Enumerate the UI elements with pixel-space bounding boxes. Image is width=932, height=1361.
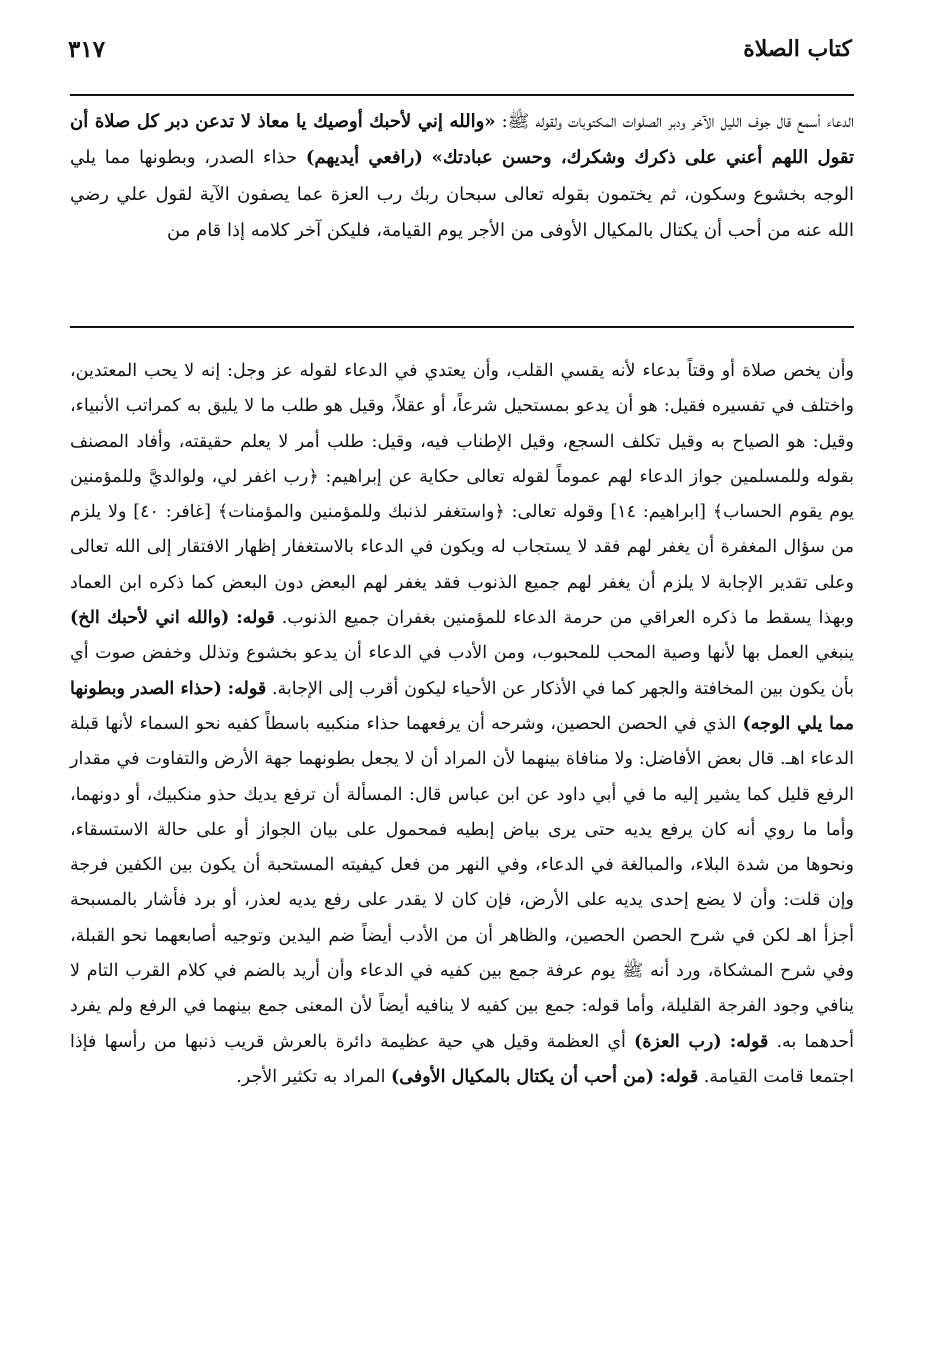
main-text-segment — [423, 147, 432, 168]
raising-hands-phrase: (رافعي أيديهم) — [305, 147, 423, 169]
commentary-keyword: قوله: — [236, 608, 275, 629]
text-commentary-separator — [70, 326, 854, 328]
main-text-segment: حذاء الصدر، وبطونها مما يلي الوجه بخشوع وسكون، ثم يختمون بقوله تعالى سبحان ربك رب العزة عما يصفون الآية لقول علي رضي الله عنه من أحب أن يكتال بالمكيال الأوفى من الأجر يوم القيامة، فليكن آخر كلامه إذا قام من — [70, 147, 854, 242]
commentary-segment: وأن يخص صلاة أو وقتاً بدعاء لأنه يقسي القلب، وأن يعتدي في الدعاء لقوله عز وجل: إنه لا يحب المعتدين، واختلف في تفسيره فقيل: هو أن يدعو بمستحيل شرعاً، أو عقلاً، وقيل هو طلب ما لا يليق به كمراتب الأنبياء، وقيل: هو الصياح به وقيل تكلف السجع، وقيل الإطناب فيه، وقيل: طلب أمر لا يعلم حقيقته، وأفاد المصنف بقوله وللمسلمين جواز الدعاء لهم عموماً لقوله تعالى حكاية عن إبراهيم: ﴿رب اغفر لي، ولوالديَّ وللمؤمنين يوم يقوم الحساب﴾ [ابراهيم: ١٤] وقوله تعالى: ﴿واستغفر لذنبك وللمؤمنين والمؤمنات﴾ [غافر: ٤٠] ولا يلزم من سؤال المغفرة أن يغفر لهم فقد لا يستجاب له ويكون في الدعاء بالاستغفار إظهار الافتقار إلى الله تعالى وعلى تقدير الإجابة لا يلزم أن يغفر لهم جميع الذنوب فقد يغفر لهم البعض دون البعض كما ذكره ابن العماد وبهذا يسقط ما ذكره العراقي من حرمة الدعاء للمؤمنين بغفران جميع الذنوب. — [70, 361, 855, 629]
hadith-quote: «والله إني لأحبك أوصيك يا معاذ لا تدعن دبر كل صلاة أن تقول اللهم أعني على ذكرك وشكرك، وحسن عبادتك» — [70, 111, 854, 169]
page-number: ٣١٧ — [68, 36, 106, 63]
commentary-quoted-phrase: (حذاء الصدر وبطونها مما يلي الوجه) — [70, 678, 854, 734]
header-rule — [70, 94, 854, 96]
commentary-keyword: قوله: — [227, 678, 267, 699]
page-header — [68, 36, 852, 76]
commentary-segment: ينبغي العمل بها لأنها وصية المحب للمحبوب، ومن الأدب في الدعاء أن يدعو بخشوع وتذلل وخفض صوت أي بأن يكون بين المخافتة والجهر كما في الأذكار عن الأحياء ليكون أقرب إلى الإجابة. — [70, 643, 854, 699]
commentary-quoted-phrase: (والله اني لأحبك الخ) — [70, 608, 230, 629]
main-text-segment: الدعاء أسمع قال جوف الليل الآخر ودبر الصلوات المكتوبات ولقوله ﷺ: — [495, 111, 854, 132]
commentary-quoted-phrase: (من أحب أن يكتال بالمكيال الأوفى) — [391, 1066, 655, 1087]
book-title: كتاب الصلاة — [743, 36, 852, 62]
main-text — [70, 104, 854, 250]
commentary-text — [70, 354, 854, 1095]
commentary-keyword: قوله: — [659, 1066, 699, 1087]
commentary-segment: الذي في الحصن الحصين، وشرحه أن يرفعهما حذاء منكبيه باسطاً كفيه نحو السماء لأنها قبلة الدعاء اهـ. قال بعض الأفاضل: ولا منافاة بينهما لأن المراد أن لا يجعل بطونهما جهة الأرض والتفاوت في مقدار الرفع قليل كما يشير إليه ما في أبي داود عن ابن عباس قال: المسألة أن ترفع يديك حذو منكبيك، أو دونهما، وأما ما روي أنه كان يرفع يديه حتى يرى بياض إبطيه فمحمول على بيان الجواز أو على حالة الاستسقاء، ونحوها من شدة البلاء، والمبالغة في الدعاء، وفي النهر من فعل كيفيته المستحبة أن يكون بين الكفين فرجة وإن قلت: وأن لا يضع إحدى يديه على الأرض، فإن كان لا يقدر على رفع يديه لعذر، أو برد فأشار بالمسبحة أجزأ اهـ لكن في شرح الحصن الحصين، والظاهر أن من الأدب أيضاً ضم اليدين وتوجيه أصابعهما نحو القبلة، وفي شرح المشكاة، ورد أنه ﷺ يوم عرفة جمع بين كفيه في الدعاء وأن أريد بالضم في كلام القرب التام لا ينافي وجود الفرجة القليلة، وأما قوله: جمع بين كفيه لا ينافيه أيضاً لأن المعنى جمع بينهما في الرفع ولم يفرد أحدهما به. — [70, 713, 854, 1052]
commentary-quoted-phrase: (رب العزة) — [634, 1031, 722, 1052]
commentary-segment: المراد به تكثير الأجر. — [236, 1066, 391, 1087]
commentary-segment: أي العظمة وقيل هي حية عظيمة دائرة بالعرش قريب ذنبها من رأسها فإذا اجتمعا قامت القيامة. — [70, 1031, 854, 1087]
commentary-keyword: قوله: — [729, 1031, 769, 1052]
commentary-segment — [722, 1032, 730, 1052]
